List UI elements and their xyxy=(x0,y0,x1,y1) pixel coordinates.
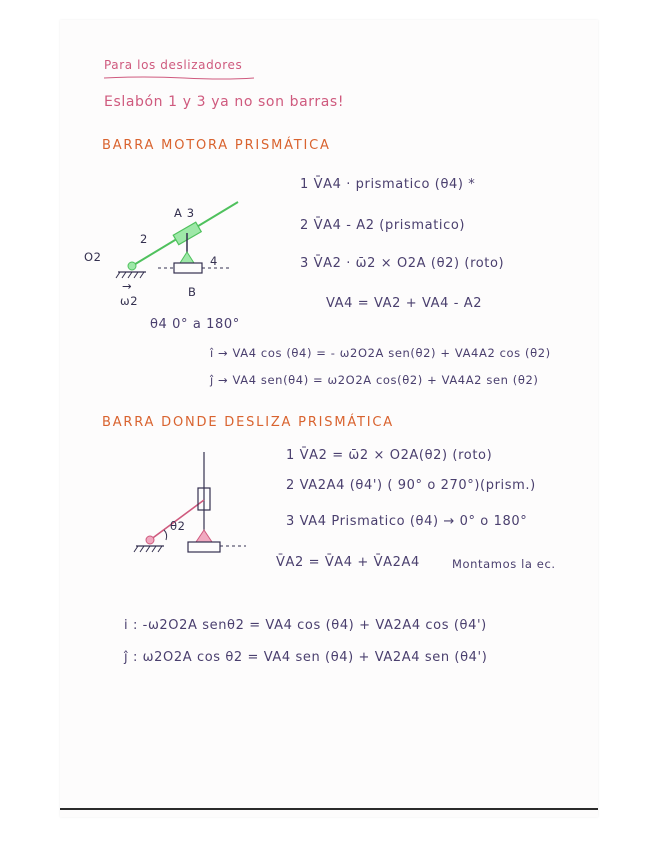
label-4: 4 xyxy=(210,254,218,268)
slider-4 xyxy=(174,263,202,273)
section1-j-equation: ĵ → VA4 sen(θ4) = ω2O2A cos(θ2) + VA4A2 sen (θ2) xyxy=(210,373,539,387)
label-omega2: ω2 xyxy=(120,294,139,308)
pin-support xyxy=(180,252,194,263)
page-bottom-rule xyxy=(60,808,598,810)
section2-step-1: 1 V̄A2 = ω̄2 × O2A(θ2) (roto) xyxy=(286,448,493,463)
rotation-arrow-mark: → xyxy=(122,279,133,293)
mechanism-diagram-2 xyxy=(130,448,270,558)
section1-step-1: 1 V̄A4 · prismatico (θ4) * xyxy=(300,177,476,192)
section2-step-2: 2 VA2A4 (θ4') ( 90° o 270°)(prism.) xyxy=(286,478,536,493)
base-slider-2 xyxy=(188,542,220,552)
ground-pivot-O2 xyxy=(128,262,136,270)
label-2: 2 xyxy=(140,232,148,246)
pin-support-2 xyxy=(196,530,212,542)
final-j-equation: ĵ : ω2O2A cos θ2 = VA4 sen (θ4) + VA2A4 sen (θ4') xyxy=(124,650,488,665)
section2-title: BARRA DONDE DESLIZA PRISMÁTICA xyxy=(102,415,394,430)
label-O2: O2 xyxy=(84,250,102,264)
label-theta2: θ2 xyxy=(170,519,186,533)
label-A3: A 3 xyxy=(174,206,195,220)
links-note: Eslabón 1 y 3 ya no son barras! xyxy=(104,94,345,110)
section2-equation: V̄A2 = V̄A4 + V̄A2A4 xyxy=(276,555,420,570)
ground-pivot-2 xyxy=(146,536,154,544)
theta-range: θ4 0° a 180° xyxy=(150,317,240,332)
label-B: B xyxy=(188,285,197,299)
section1-equation: VA4 = VA2 + VA4 - A2 xyxy=(326,296,483,311)
section1-title: BARRA MOTORA PRISMÁTICA xyxy=(102,138,331,153)
page-heading: Para los deslizadores xyxy=(104,58,243,72)
section1-step-2: 2 V̄A4 - A2 (prismatico) xyxy=(300,218,466,233)
section1-step-3: 3 V̄A2 · ω̄2 × O2A (θ2) (roto) xyxy=(300,256,505,271)
notebook-page xyxy=(60,20,598,817)
section2-step-3: 3 VA4 Prismatico (θ4) → 0° o 180° xyxy=(286,514,528,529)
section2-equation-note: Montamos la ec. xyxy=(452,557,556,571)
final-i-equation: i : -ω2O2A senθ2 = VA4 cos (θ4) + VA2A4 cos (θ4') xyxy=(124,618,487,633)
section1-i-equation: î → VA4 cos (θ4) = - ω2O2A sen(θ2) + VA4A2 cos (θ2) xyxy=(210,346,551,360)
heading-underline xyxy=(104,75,264,81)
